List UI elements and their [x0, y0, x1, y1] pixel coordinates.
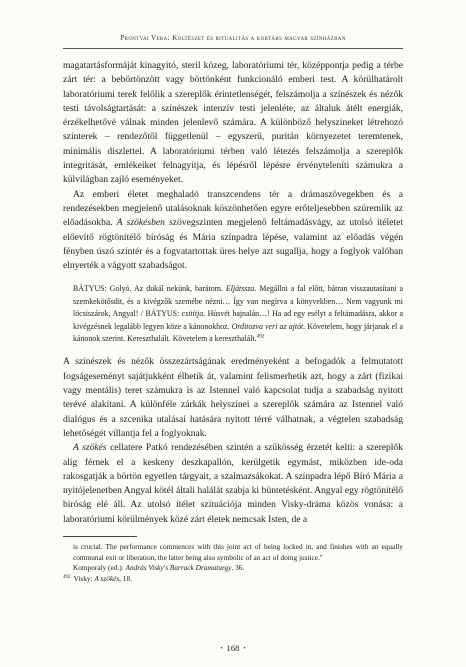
footnote-continuation-source-a: Komporaly (ed.): — [73, 563, 126, 573]
paragraph-2 — [63, 188, 403, 274]
page-number-value: 168 — [226, 643, 240, 653]
footnote-number: 492 — [63, 574, 71, 580]
footnote-rule — [63, 536, 137, 537]
quote-stage-direction-1: Eljátssza. — [225, 284, 257, 294]
quote-text-2: Megállni a fal előtt, bátran visszautasítani a szemkekötősdit, és a kivégzők szemébe nézni… Így van megírva a könyvekben… Nem vagyunk mi lócsiszárok, Angyal! / BÁTYUS: — [73, 284, 403, 319]
footnote-492-title: A szökés — [94, 574, 120, 584]
page-number-ornament-right: • — [243, 646, 246, 652]
quote-text-1: BÁTYUS: Golyó. Az dukál nekünk, barátom. — [73, 284, 226, 294]
quote-text-4: Követelem, hogy járjanak el a kánonok szerint. Kereszthalált. Követelem a kereszthalált. — [73, 321, 403, 344]
paragraph-1: magatartásformáját kinagyító, steril közeg, laboratóriumi tér, középpontja pedig a térbe zárt tér: a bebörtönzött vagy börtönként funkcionáló emberi test. A körülhatárolt laboratóriumi terek felőlik a szereplők érintetlenségét, felszámolja a színészek és nézők testi távolságtartását: a színészek intenzív testi jelenléte, az általuk átélt energiák, érzékelhetővé válnak minden jelenlevő számára. A különböző helyszíneket létrehozó színterek – rendezőtől függetlenül – egyszerű, puritán környezetet teremtenek, minimális díszlettel. A laboratóriumi térben való létezés felszámolja a szereplők integritását, emlékeiket felnagyítja, és lépésről lépésre érvényteleníti számukra a külvilágban zajló eseményeket. — [63, 60, 403, 186]
footnote-continuation-source-title: András Visky's Barrack Dramaturgy — [125, 563, 232, 573]
footnote-continuation-line-1: is crucial. The performance commences with this joint act of being locked in, and finishes with an equally communal exit or liberation, the latter being also symbolic of an act of doing justice." — [73, 542, 403, 562]
page-number-ornament-left: • — [220, 646, 223, 652]
paragraph-2-title: A szökésben — [116, 217, 165, 229]
footnote-492-text-a: Visky: — [73, 574, 95, 584]
block-quote — [73, 283, 403, 345]
footnote-continuation-source-b: , 36. — [231, 563, 245, 573]
quote-text-3: Húsvét hajnalán…! Ha ad egy esélyt a feltámadásra, akkor a kivégzésnek legalább legyen köze a kánonokhoz. — [73, 309, 403, 331]
page-number — [0, 643, 466, 653]
quote-stage-direction-2: csitítja. — [181, 309, 206, 319]
paragraph-4-title: A szökés — [73, 442, 107, 454]
paragraph-4-text: cellatere Patkó rendezésében szintén a szűkösség érzetét kelti: a szereplők alig férnek el a keskeny deszkapallón, kerülgetik egymást, miközben ide-oda rakosgatják a börtön egyetlen tárgyait, a szalmazsákokat. A színpadra lépő Bíró Mária a nyitójelenetben Angyal kötél általi halálát szabja ki büntetésként. Angyal egy rögtönítélő bíróság elé áll. Az utolsó ítélet szituációja minden Visky-dráma közös vonása: a laboratóriumi körülmények közé zárt életek nemcsak Isten, de a — [63, 442, 403, 525]
footnote-492 — [63, 574, 403, 585]
quote-stage-direction-3: Orditozva veri az ajtót. — [231, 321, 306, 331]
paragraph-2-text-a: Az emberi életet meghaladó transzcendens tér a drámaszövegekben és a rendezésekben megjelenő utalásoknak köszönhetően egyre erőteljesebben szüremlik az előadásokba. — [63, 188, 403, 229]
running-header: Prontvai Vera: Költészet és ritualitás a kortárs magyar színházban — [120, 34, 346, 42]
footnote-continuation — [63, 542, 403, 574]
paragraph-4 — [63, 441, 403, 527]
header-rule — [63, 48, 403, 49]
footnote-492-text-b: , 18. — [119, 574, 132, 584]
footnote-ref-492[interactable]: 492 — [256, 333, 265, 340]
paragraph-3: A színészek és nézők összezártságának eredményeként a befogadók a felmutatott fogságeseményt sajátjukként élhetik át, valamint felismerhetik azt, hogy a zárt (fizikai vagy mentális) teret számukra is az Istennel való kapcsolat tudja a szabadság nyitott terévé alakítani. A különféle zárkák helyszínei a szereplők számára az Istennel való dialógus és a szcenika utalásai hatására nyitott térré válhatnak, a végtelen szabadság lehetőségét villantja fel a foglyoknak. — [63, 356, 403, 439]
paragraph-2-text-b: szövegszinten megjelenő feltámadásvágy, az utolsó ítéletet előevítő rögtönítélő bíróság és Mária színpadra lépése, valamint az előadás végén fényben úszó színtér és a fogvatartottak üres helye azt sugallja, hogy a foglyok valóban elnyerték a vágyott szabadságot. — [63, 217, 403, 272]
